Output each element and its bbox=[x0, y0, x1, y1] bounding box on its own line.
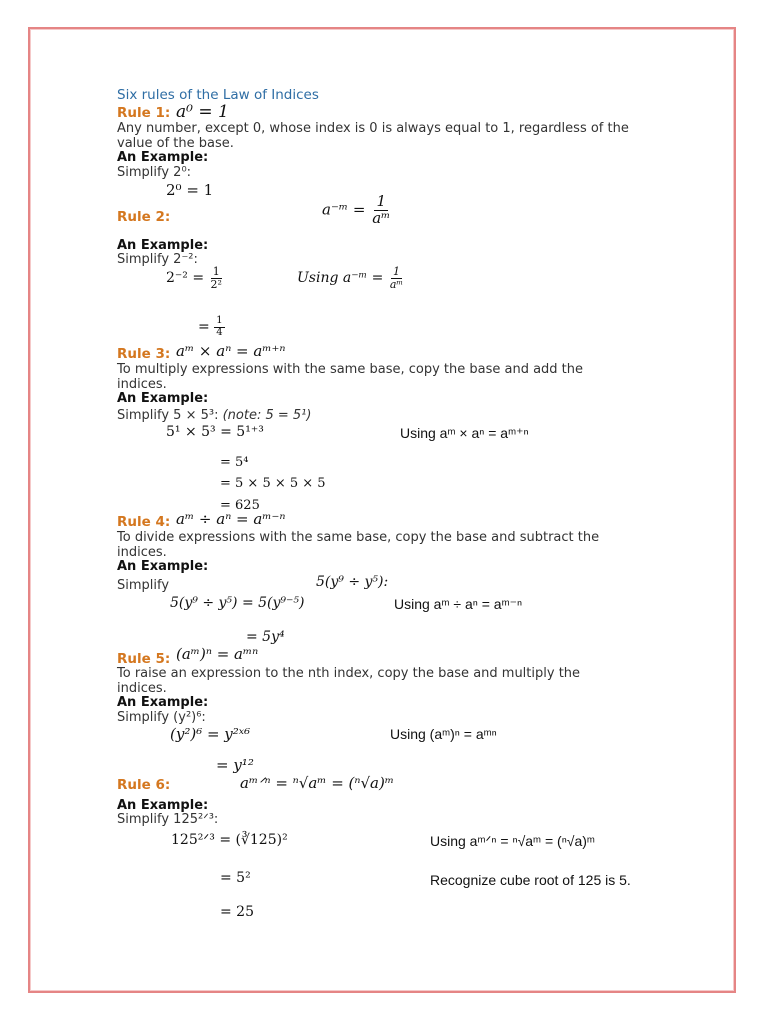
rule3-simplify: Simplify 5 × 5³: bbox=[117, 408, 219, 423]
rule1-example-label: An Example: bbox=[117, 150, 209, 165]
rule4-step2: = 5y⁴ bbox=[246, 629, 285, 645]
rule2-step2 bbox=[198, 316, 225, 338]
rule6-step3: = 25 bbox=[220, 904, 254, 920]
rule1-desc-line1: Any number, except 0, whose index is 0 is always equal to 1, regardless of the bbox=[117, 121, 629, 136]
rule2-step1-den: 2² bbox=[210, 277, 222, 291]
rule2-example-label: An Example: bbox=[117, 238, 209, 253]
rule4-expr: 5(y⁹ ÷ y⁵): bbox=[316, 574, 389, 590]
rule6-label: Rule 6: bbox=[117, 777, 171, 793]
rule1-desc-line2: value of the base. bbox=[117, 136, 234, 151]
rule3-simplify-line bbox=[117, 408, 311, 423]
rule5-formula: (aᵐ)ⁿ = aᵐⁿ bbox=[176, 645, 259, 663]
rule1-label: Rule 1: bbox=[117, 105, 171, 121]
rule2-using bbox=[297, 266, 405, 290]
rule3-formula: aᵐ × aⁿ = aᵐ⁺ⁿ bbox=[176, 342, 286, 360]
rule5-step2: = y¹² bbox=[216, 756, 254, 774]
rule4-desc-line1: To divide expressions with the same base, copy the base and subtract the bbox=[117, 530, 600, 545]
rule3-step4: = 625 bbox=[220, 498, 260, 513]
rule2-using-den: aᵐ bbox=[389, 277, 404, 291]
rule6-simplify: Simplify 125²ᐟ³: bbox=[117, 812, 219, 827]
rule2-step1-lhs: 2⁻² = bbox=[166, 270, 205, 287]
rule6-recognize: Recognize cube root of 125 is 5. bbox=[430, 872, 631, 888]
rule6-step1: 125²ᐟ³ = (∛125)² bbox=[171, 832, 288, 848]
rule2-formula bbox=[322, 194, 392, 227]
page-title: Six rules of the Law of Indices bbox=[117, 87, 319, 103]
rule2-using-lhs: Using a⁻ᵐ = bbox=[297, 270, 384, 287]
rule3-step3: = 5 × 5 × 5 × 5 bbox=[220, 476, 326, 491]
rule3-desc-line1: To multiply expressions with the same base, copy the base and add the bbox=[117, 362, 584, 377]
rule6-formula: aᵐᐟⁿ = ⁿ√aᵐ = (ⁿ√a)ᵐ bbox=[240, 774, 395, 792]
rule1-simplify: Simplify 2⁰: bbox=[117, 165, 192, 180]
rule5-example-label: An Example: bbox=[117, 695, 209, 710]
rule6-using: Using aᵐᐟⁿ = ⁿ√aᵐ = (ⁿ√a)ᵐ bbox=[430, 833, 595, 849]
rule2-step2-num: 1 bbox=[216, 315, 223, 326]
rule2-formula-num: 1 bbox=[376, 192, 387, 210]
rule5-simplify: Simplify (y²)⁶: bbox=[117, 710, 206, 725]
rule5-desc-line2: indices. bbox=[117, 681, 167, 696]
rule5-label: Rule 5: bbox=[117, 651, 171, 667]
rule2-step2-den: 4 bbox=[216, 326, 223, 338]
rule3-step1: 5¹ × 5³ = 5¹⁺³ bbox=[166, 424, 264, 440]
rule3-label: Rule 3: bbox=[117, 346, 171, 362]
rule4-simplify: Simplify bbox=[117, 578, 170, 593]
rule2-simplify: Simplify 2⁻²: bbox=[117, 252, 198, 267]
rule6-example-label: An Example: bbox=[117, 798, 209, 813]
rule4-formula: aᵐ ÷ aⁿ = aᵐ⁻ⁿ bbox=[176, 510, 286, 528]
rule4-using: Using aᵐ ÷ aⁿ = aᵐ⁻ⁿ bbox=[394, 596, 523, 612]
rule2-formula-lhs: a⁻ᵐ = bbox=[322, 200, 366, 219]
rule4-label: Rule 4: bbox=[117, 514, 171, 530]
rule4-desc-line2: indices. bbox=[117, 545, 167, 560]
rule5-step1: (y²)⁶ = y²ˣ⁶ bbox=[170, 725, 251, 743]
rule4-step1: 5(y⁹ ÷ y⁵) = 5(y⁹⁻⁵) bbox=[170, 595, 305, 611]
rule6-step2: = 5² bbox=[220, 870, 251, 886]
rule3-example-label: An Example: bbox=[117, 391, 209, 406]
rule3-note: (note: 5 = 5¹) bbox=[222, 408, 312, 423]
rule4-example-label: An Example: bbox=[117, 559, 209, 574]
rule2-step1 bbox=[166, 266, 224, 290]
rule1-step1: 2⁰ = 1 bbox=[166, 181, 214, 199]
rule2-using-num: 1 bbox=[393, 265, 401, 278]
rule3-using: Using aᵐ × aⁿ = aᵐ⁺ⁿ bbox=[400, 425, 529, 441]
rule2-label: Rule 2: bbox=[117, 209, 171, 225]
rule5-using: Using (aᵐ)ⁿ = aᵐⁿ bbox=[390, 726, 497, 742]
rule3-step2: = 5⁴ bbox=[220, 455, 249, 470]
rule2-step2-lhs: = bbox=[198, 319, 210, 335]
rule5-desc-line1: To raise an expression to the nth index, copy the base and multiply the bbox=[117, 666, 581, 681]
rule2-formula-den: aᵐ bbox=[372, 208, 391, 227]
rule1-formula: a⁰ = 1 bbox=[176, 102, 229, 122]
rule2-step1-num: 1 bbox=[212, 265, 220, 278]
rule3-desc-line2: indices. bbox=[117, 377, 167, 392]
